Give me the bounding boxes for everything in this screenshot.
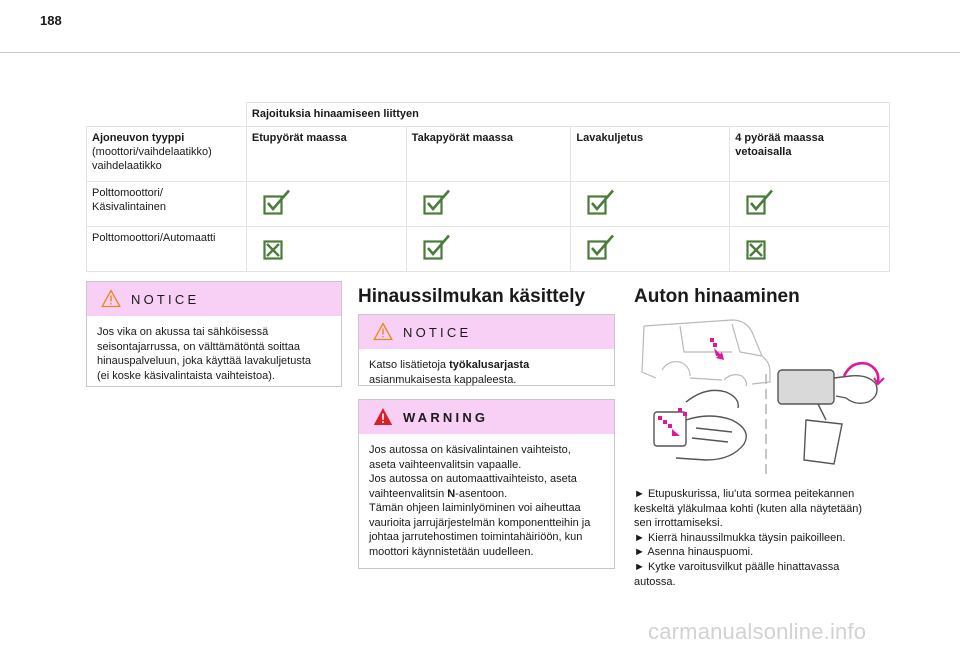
notice-box-middle [358,314,615,386]
caution-triangle-icon [101,289,121,308]
row-label: Polttomoottori/ Käsivalintainen [87,182,247,227]
warning-triangle-icon [373,407,393,426]
watermark: carmanualsonline.info [648,619,867,644]
checkbox-checked-icon [263,206,291,218]
status-cell [406,182,571,227]
table-row [87,182,890,227]
table-super-header-row [87,103,890,127]
list-item: ► Kytke varoitusvilkut päälle hinattavassa [634,560,840,573]
pink-arrow-icon [710,338,724,360]
checkbox-checked-icon [746,206,774,218]
status-cell [246,227,406,272]
van-outline [642,320,770,386]
notice-body: Jos vika on akussa tai sähköisessä seisontajarrussa, on välttämätöntä soittaa hinauspalveluun, joka käyttää lavakuljetusta (ei koske käsivalintaista vaihteistoa). [97,326,312,382]
status-cell [406,227,571,272]
warning-header [359,400,614,434]
notice-heading: NOTICE [403,324,472,340]
caution-triangle-icon [373,322,393,341]
checkbox-checked-icon [587,206,615,218]
section-title-towing-car: Auton hinaaminen [634,286,800,307]
section-title-towing-eye: Hinaussilmukan käsittely [358,286,586,307]
checkbox-crossed-icon [746,251,774,263]
notice-box-left [86,281,342,387]
status-cell [571,182,730,227]
status-cell [571,227,730,272]
top-divider [0,52,960,53]
list-item: keskeltä yläkulmaa kohti (kuten alla näytetään) [634,502,863,515]
rotate-arrow-icon [844,363,884,384]
list-item: autossa. [634,575,676,588]
warning-heading: WARNING [403,409,489,425]
status-cell [246,182,406,227]
checkbox-checked-icon [423,251,451,263]
list-item: ► Kierrä hinaussilmukka täysin paikoilleen. [634,531,846,544]
page-number: 188 [40,13,62,28]
hand-removing-cover [654,390,746,460]
warning-body: Jos autossa on käsivalintainen vaihteisto, aseta vaihteenvalitsin vapaalle. Jos autossa on automaattivaihteisto, aseta vaihteenvalitsin N-asentoon. Tämän ohjeen laiminlyöminen voi aiheuttaa vaurioita jarrujärjestelmän komponentteihin ja johtaa jarrutehostimen toimintahäiriöön, kun moottori käynnistetään uudelleen. [369,444,591,558]
column-header-flatbed: Lavakuljetus [571,127,730,182]
list-item: ► Etupuskurissa, liu'uta sormea peitekannen [634,488,855,500]
towing-restrictions-table [86,102,890,272]
notice-header [87,282,341,316]
column-header-front: Etupyörät maassa [246,127,406,182]
column-header-vehicle-type: Ajoneuvon tyyppi (moottori/vaihdelaatikko) vaihdelaatikko [87,127,247,182]
notice-body: Katso lisätietoja työkalusarjasta asianmukaisesta kappaleesta. [369,359,530,386]
status-cell [730,227,890,272]
column-header-four-wheels: 4 pyörää maassa vetoaisalla [730,127,890,182]
checkbox-crossed-icon [263,251,291,263]
row-label: Polttomoottori/Automaatti [87,227,247,272]
towing-steps [634,487,894,589]
towing-eye-illustration [636,312,898,476]
table-super-header: Rajoituksia hinaamiseen liittyen [246,103,889,127]
table-column-header-row [87,127,890,182]
notice-header [359,315,614,349]
towing-eye-hook [778,370,877,464]
warning-box [358,399,615,569]
status-cell [730,182,890,227]
column-header-rear: Takapyörät maassa [406,127,571,182]
checkbox-checked-icon [423,206,451,218]
checkbox-checked-icon [587,251,615,263]
notice-heading: NOTICE [131,291,200,307]
list-item: ► Asenna hinauspuomi. [634,546,754,559]
table-row [87,227,890,272]
list-item: sen irrottamiseksi. [634,517,723,530]
